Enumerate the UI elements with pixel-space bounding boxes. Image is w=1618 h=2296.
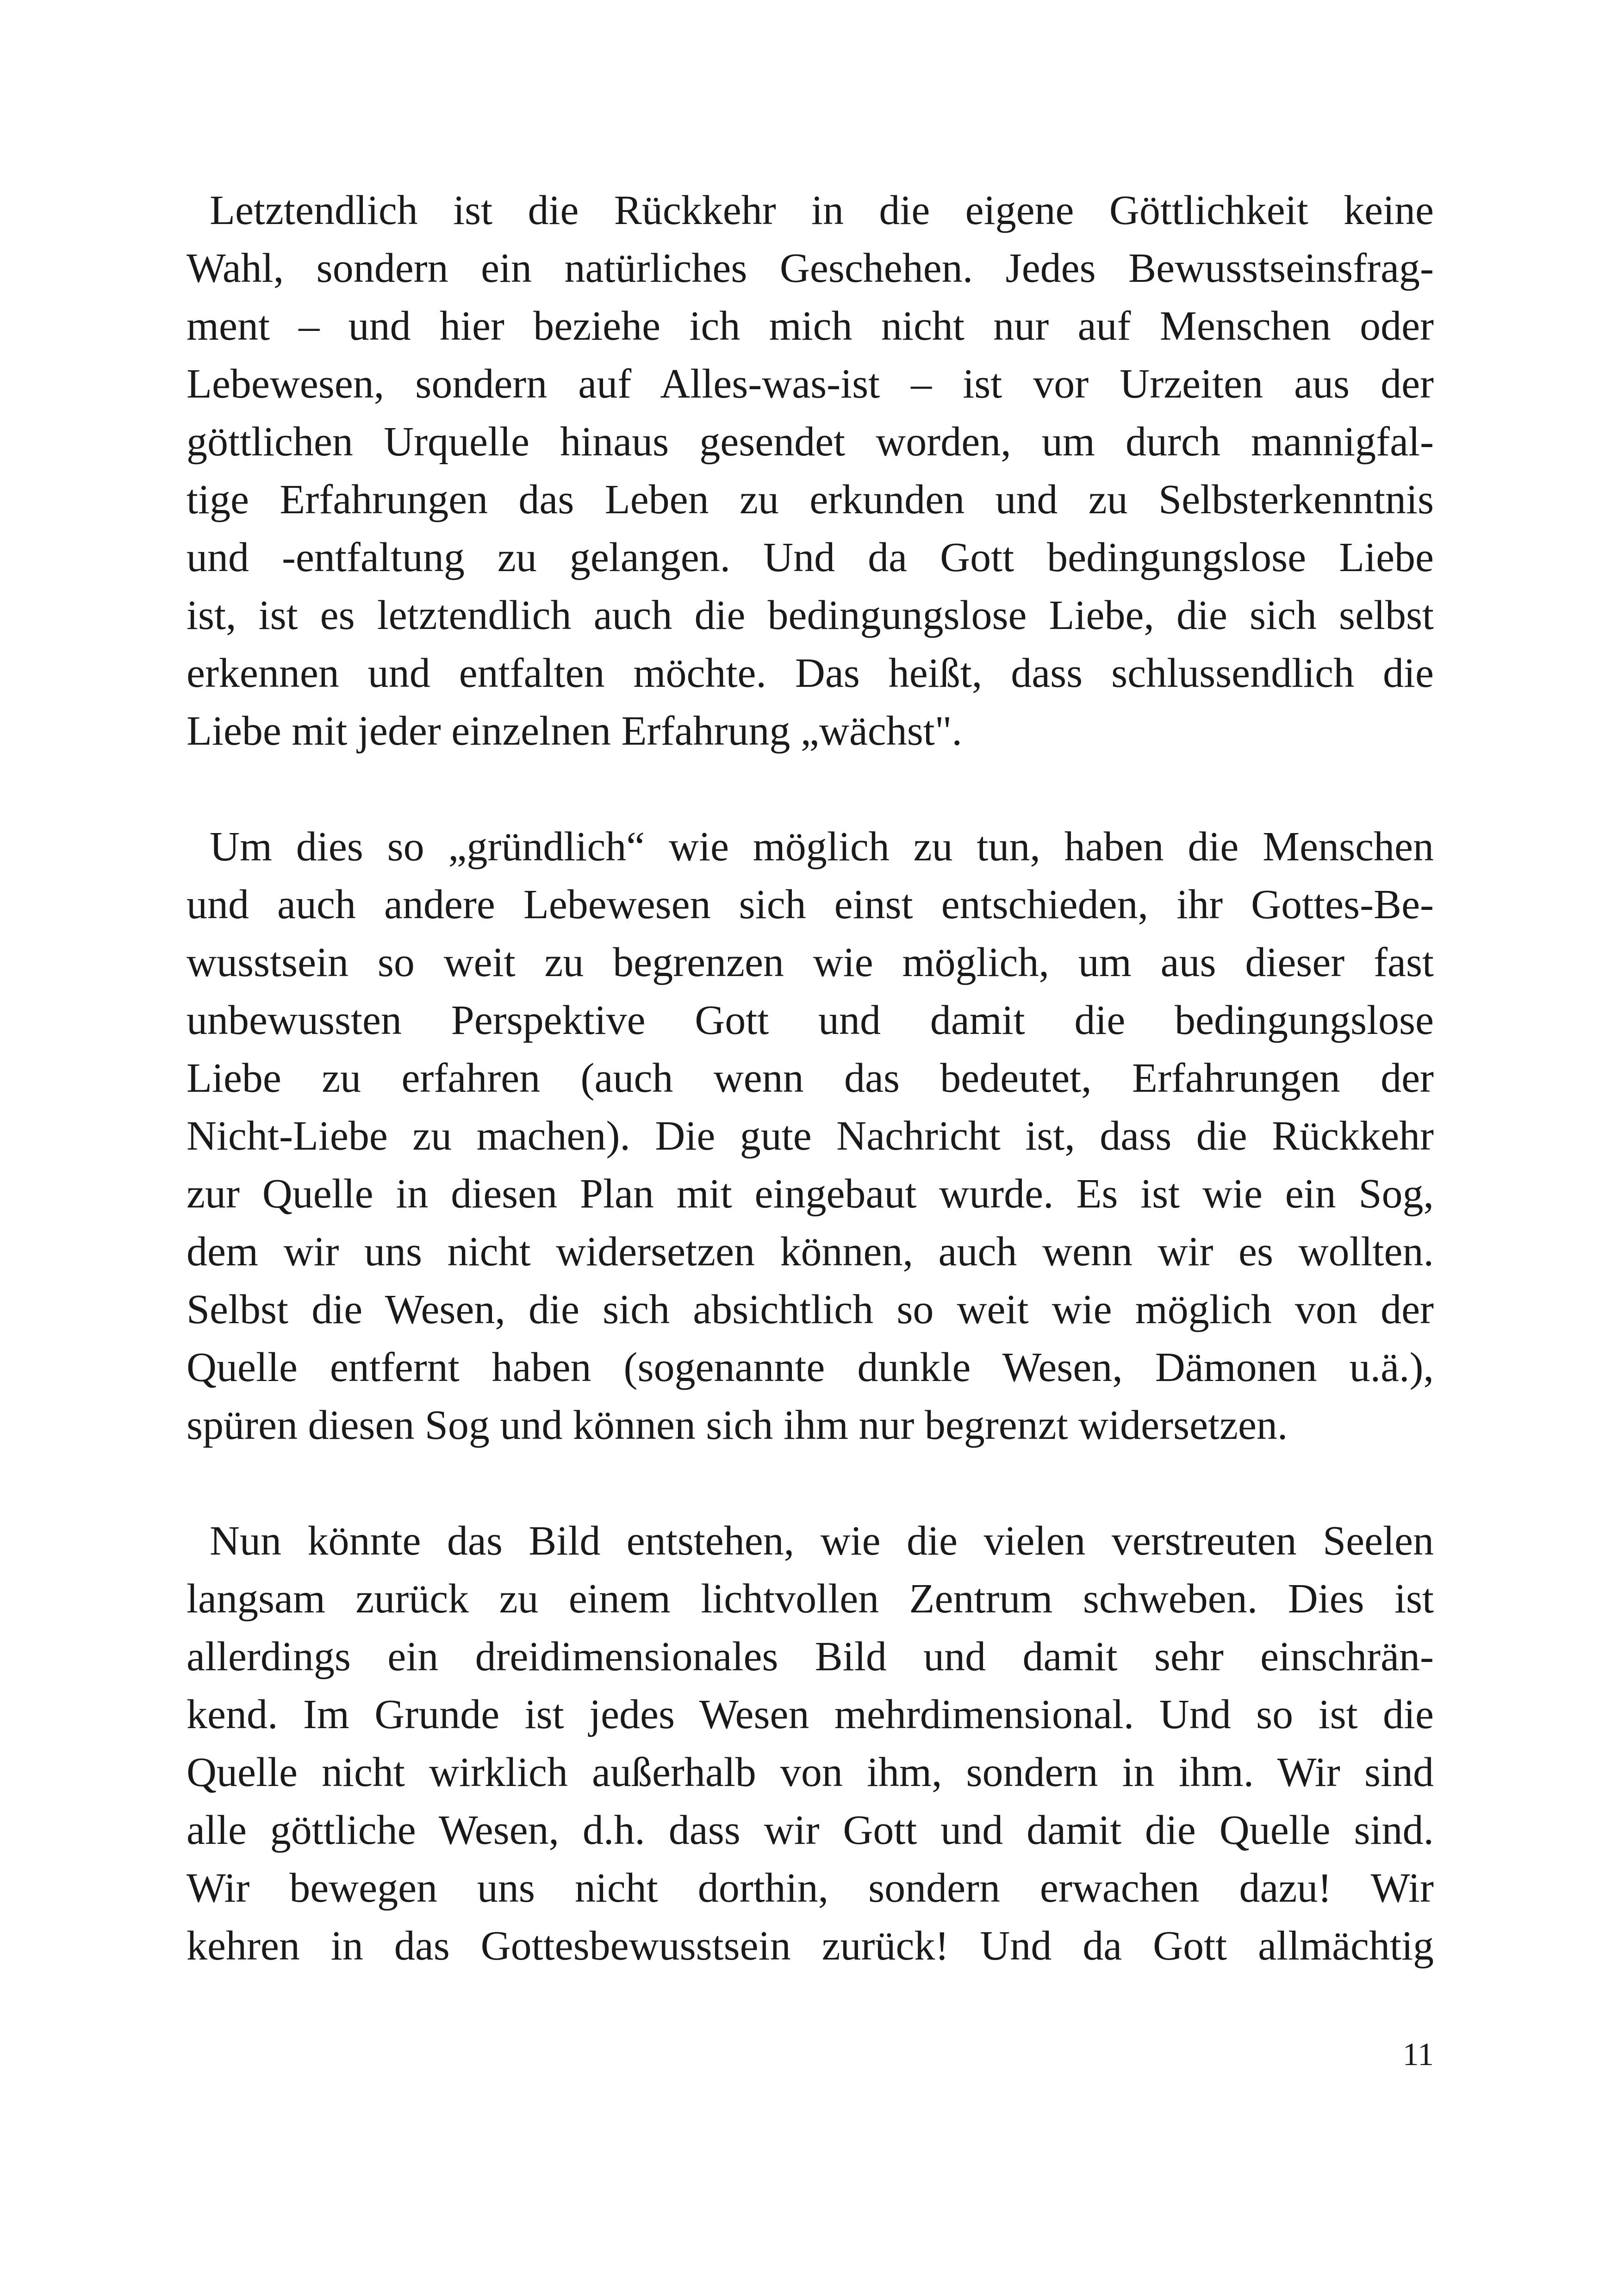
text-line: ist, ist es letztendlich auch die bedingungslose Liebe, die sich selbst — [187, 592, 1434, 638]
text-line: allerdings ein dreidimensionales Bild und damit sehr einschrän- — [187, 1634, 1434, 1680]
text-line: kehren in das Gottesbewusstsein zurück! Und da Gott allmächtig — [187, 1923, 1434, 1969]
paragraph-2 — [187, 818, 1434, 1454]
text-line: Nicht-Liebe zu machen). Die gute Nachricht ist, dass die Rückkehr — [187, 1113, 1434, 1159]
text-line: zur Quelle in diesen Plan mit eingebaut wurde. Es ist wie ein Sog, — [187, 1171, 1434, 1217]
text-line: Letztendlich ist die Rückkehr in die eigene Göttlichkeit keine — [210, 187, 1434, 233]
text-line: Quelle nicht wirklich außerhalb von ihm, sondern in ihm. Wir sind — [187, 1749, 1434, 1795]
text-line: alle göttliche Wesen, d.h. dass wir Gott und damit die Quelle sind. — [187, 1807, 1434, 1853]
text-line: langsam zurück zu einem lichtvollen Zentrum schweben. Dies ist — [187, 1576, 1434, 1622]
text-line: Lebewesen, sondern auf Alles-was-ist – ist vor Urzeiten aus der — [187, 361, 1434, 407]
text-line: und -entfaltung zu gelangen. Und da Gott bedingungslose Liebe — [187, 535, 1434, 580]
text-line: Wahl, sondern ein natürliches Geschehen. Jedes Bewusstseinsfrag- — [187, 245, 1434, 291]
text-line: spüren diesen Sog und können sich ihm nur begrenzt widersetzen. — [187, 1402, 1288, 1448]
text-line: wusstsein so weit zu begrenzen wie möglich, um aus dieser fast — [187, 940, 1434, 985]
text-line: Wir bewegen uns nicht dorthin, sondern erwachen dazu! Wir — [187, 1865, 1434, 1911]
text-line: erkennen und entfalten möchte. Das heißt, dass schlussendlich die — [187, 650, 1434, 696]
text-line: Quelle entfernt haben (sogenannte dunkle Wesen, Dämonen u.ä.), — [187, 1344, 1434, 1390]
paragraph-spacer — [187, 760, 1434, 818]
text-line: tige Erfahrungen das Leben zu erkunden und zu Selbsterkenntnis — [187, 477, 1434, 523]
text-line: kend. Im Grunde ist jedes Wesen mehrdimensional. Und so ist die — [187, 1692, 1434, 1737]
paragraph-3 — [187, 1512, 1434, 1975]
text-line: Nun könnte das Bild entstehen, wie die vielen verstreuten Seelen — [210, 1518, 1434, 1564]
text-line: Liebe mit jeder einzelnen Erfahrung „wächst". — [187, 708, 962, 754]
text-line: ment – und hier beziehe ich mich nicht nur auf Menschen oder — [187, 303, 1434, 349]
text-line: dem wir uns nicht widersetzen können, auch wenn wir es wollten. — [187, 1229, 1434, 1275]
text-line: Um dies so „gründlich“ wie möglich zu tun, haben die Menschen — [210, 824, 1434, 870]
text-line: und auch andere Lebewesen sich einst entschieden, ihr Gottes-Be- — [187, 882, 1434, 927]
text-line: Selbst die Wesen, die sich absichtlich so weit wie möglich von der — [187, 1287, 1434, 1332]
text-line: unbewussten Perspektive Gott und damit die bedingungslose — [187, 997, 1434, 1043]
paragraph-spacer — [187, 1454, 1434, 1512]
text-line: göttlichen Urquelle hinaus gesendet worden, um durch mannigfal- — [187, 419, 1434, 465]
paragraph-1 — [187, 181, 1434, 760]
page-number: 11 — [1402, 2037, 1434, 2072]
text-line: Liebe zu erfahren (auch wenn das bedeutet, Erfahrungen der — [187, 1055, 1434, 1101]
body-text — [187, 181, 1434, 1975]
